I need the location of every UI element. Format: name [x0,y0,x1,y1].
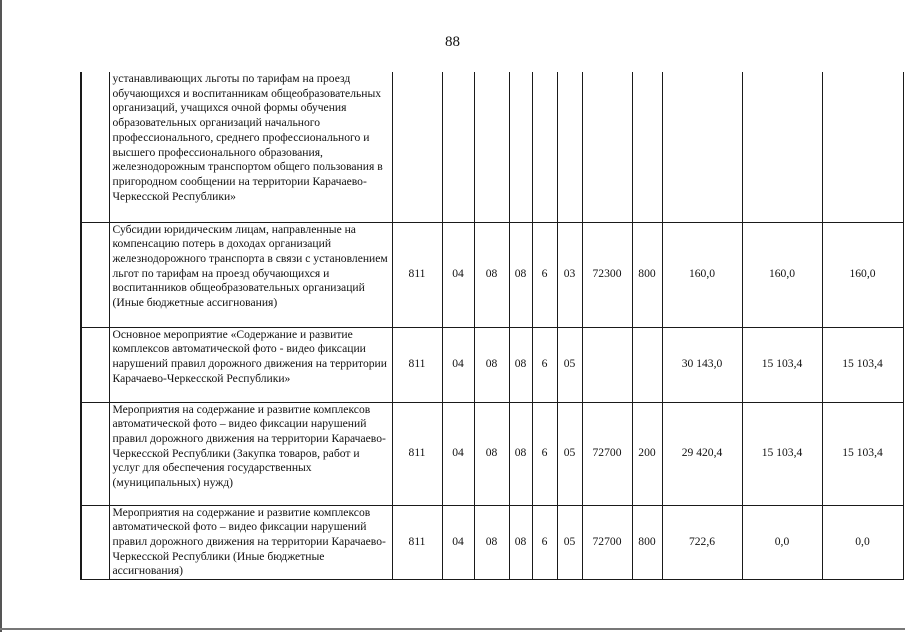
razdel-cell: 04 [442,222,474,327]
target-article-part2-cell: 6 [532,222,557,327]
target-article-part2-cell: 6 [532,505,557,580]
sum-year3-cell: 15 103,4 [822,327,903,402]
name-cell: Мероприятия на содержание и развитие комплексов автоматической фото – видео фиксации нарушений правил дорожного движения на территории Карачаево-Черкесской Республики (Иные бюджетные ассигнования) [109,505,392,580]
row-number-cell [81,327,109,402]
target-article-part3-cell: 05 [557,505,582,580]
sum-year3-cell: 0,0 [822,505,903,580]
target-article-part1-cell: 08 [509,222,532,327]
target-article-part4-cell [582,327,632,402]
target-article-part2-cell: 6 [532,402,557,505]
podrazdel-cell: 08 [474,402,509,505]
ved-cell: 811 [392,402,442,505]
expense-type-cell: 800 [632,222,662,327]
sum-year2-cell [742,72,822,222]
table-row [81,327,903,402]
razdel-cell: 04 [442,327,474,402]
target-article-part4-cell: 72700 [582,402,632,505]
ved-cell: 811 [392,222,442,327]
sum-year1-cell [662,72,742,222]
podrazdel-cell: 08 [474,505,509,580]
target-article-part1-cell: 08 [509,505,532,580]
scan-edge-left [0,0,2,632]
sum-year2-cell: 15 103,4 [742,327,822,402]
sum-year3-cell: 15 103,4 [822,402,903,505]
ved-cell: 811 [392,327,442,402]
expense-type-cell: 200 [632,402,662,505]
budget-table [80,72,904,580]
table-row [81,222,903,327]
sum-year1-cell: 160,0 [662,222,742,327]
name-cell: устанавливающих льготы по тарифам на проезд обучающихся и воспитанникам общеобразовательных организаций, учащихся очной формы обучения образовательных организаций начального профессионального, среднего профессионального и высшего профессионального образования, железнодорожным транспортом общего пользования в пригородном сообщении на территории Карачаево-Черкесской Республики» [109,72,392,222]
target-article-part3-cell [557,72,582,222]
podrazdel-cell: 08 [474,222,509,327]
podrazdel-cell [474,72,509,222]
ved-cell: 811 [392,505,442,580]
razdel-cell [442,72,474,222]
row-number-cell [81,72,109,222]
target-article-part4-cell: 72700 [582,505,632,580]
name-cell: Мероприятия на содержание и развитие комплексов автоматической фото – видео фиксации нарушений правил дорожного движения на территории Карачаево-Черкесской Республики (Закупка товаров, работ и услуг для обеспечения государственных (муниципальных) нужд) [109,402,392,505]
target-article-part2-cell: 6 [532,327,557,402]
target-article-part2-cell [532,72,557,222]
sum-year1-cell: 722,6 [662,505,742,580]
target-article-part1-cell [509,72,532,222]
table-row [81,72,903,222]
target-article-part3-cell: 03 [557,222,582,327]
row-number-cell [81,402,109,505]
sum-year1-cell: 29 420,4 [662,402,742,505]
sum-year3-cell [822,72,903,222]
row-number-cell [81,222,109,327]
target-article-part1-cell: 08 [509,402,532,505]
expense-type-cell [632,72,662,222]
sum-year2-cell: 160,0 [742,222,822,327]
name-cell: Основное мероприятие «Содержание и развитие комплексов автоматической фото - видео фиксации нарушений правил дорожного движения на территории Карачаево-Черкесской Республики» [109,327,392,402]
target-article-part1-cell: 08 [509,327,532,402]
sum-year2-cell: 15 103,4 [742,402,822,505]
ved-cell [392,72,442,222]
target-article-part3-cell: 05 [557,402,582,505]
razdel-cell: 04 [442,505,474,580]
expense-type-cell: 800 [632,505,662,580]
scan-edge-bottom [0,628,905,630]
razdel-cell: 04 [442,402,474,505]
podrazdel-cell: 08 [474,327,509,402]
target-article-part4-cell [582,72,632,222]
target-article-part3-cell: 05 [557,327,582,402]
expense-type-cell [632,327,662,402]
table-row [81,505,903,580]
name-cell: Субсидии юридическим лицам, направленные на компенсацию потерь в доходах организаций железнодорожного транспорта в связи с установлением льгот по тарифам на проезд обучающихся и воспитанников общеобразовательных организаций (Иные бюджетные ассигнования) [109,222,392,327]
row-number-cell [81,505,109,580]
target-article-part4-cell: 72300 [582,222,632,327]
page-number: 88 [445,34,460,50]
table-row [81,402,903,505]
sum-year2-cell: 0,0 [742,505,822,580]
sum-year3-cell: 160,0 [822,222,903,327]
sum-year1-cell: 30 143,0 [662,327,742,402]
